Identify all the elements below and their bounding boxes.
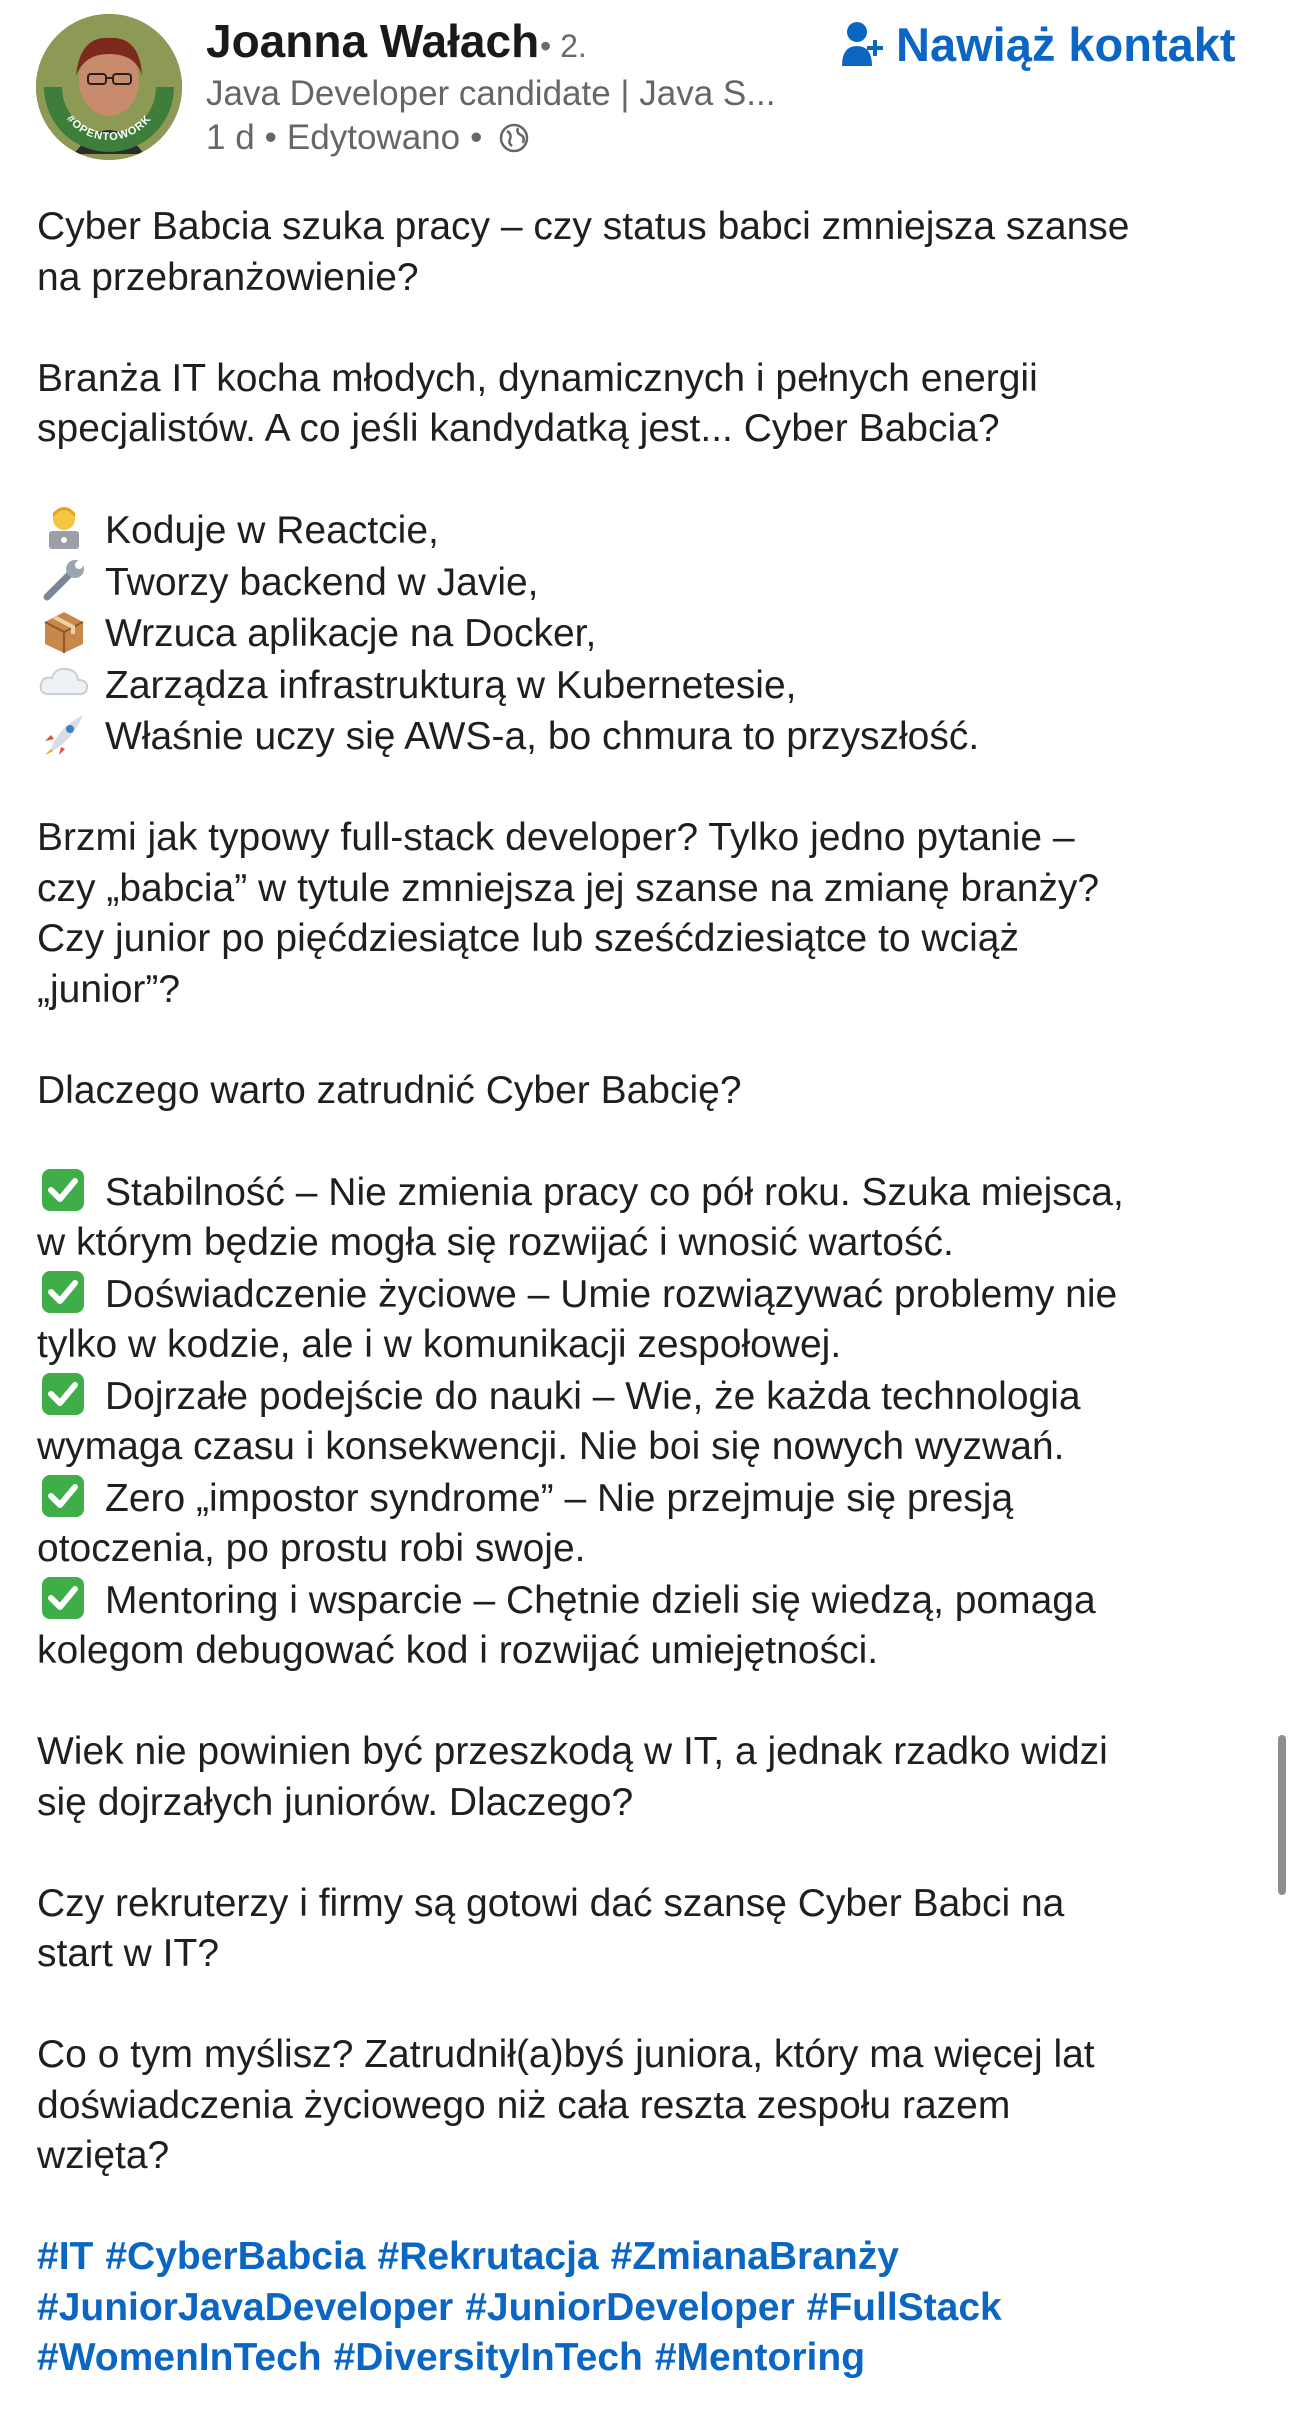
list-item (37, 505, 1267, 557)
list-item-text: Właśnie uczy się AWS-a, bo chmura to przyszłość. (105, 715, 980, 758)
post-meta (206, 118, 530, 158)
list-item-text: Tworzy backend w Javie, (105, 560, 539, 604)
hashtag-link[interactable]: #CyberBabcia (105, 2235, 366, 2278)
check-mark-icon (37, 1575, 91, 1621)
post-header (0, 0, 1290, 190)
text-line: czy „babcia” w tytule zmniejsza jej szanse na zmianę branży? (37, 866, 1100, 910)
text-line: Wiek nie powinien być przeszkodą w IT, a jednak rzadko widzi (37, 1730, 1108, 1773)
hashtag-link[interactable]: #ZmianaBranży (610, 2235, 899, 2278)
text-line: na przebranżowienie? (37, 255, 419, 299)
add-person-icon (842, 20, 886, 68)
text-line: Czy junior po pięćdziesiątce lub sześćdziesiątce to wciąż (37, 917, 1019, 960)
reasons-list (37, 1167, 1267, 1677)
skills-list (37, 505, 1267, 763)
post-time: 1 d (206, 118, 255, 157)
list-item (37, 1167, 1267, 1219)
list-item-text: Wrzuca aplikacje na Docker, (105, 612, 597, 655)
paragraph (37, 354, 1267, 455)
cloud-icon (37, 660, 91, 706)
list-item (37, 1269, 1267, 1321)
hashtag-link[interactable]: #WomenInTech (37, 2336, 322, 2379)
text-line: Brzmi jak typowy full-stack developer? Tylko jedno pytanie – (37, 816, 1075, 859)
text-line: doświadczenia życiowego niż cała reszta zespołu razem (37, 2083, 1011, 2127)
hashtag-line (37, 2333, 1267, 2384)
list-item (37, 660, 1267, 712)
hashtag-link[interactable]: #IT (37, 2235, 94, 2278)
post-text (37, 202, 1267, 2434)
hashtag-link[interactable]: #FullStack (806, 2285, 1002, 2329)
hashtag-link[interactable]: #JuniorDeveloper (465, 2285, 795, 2329)
list-item-text: Zarządza infrastrukturą w Kubernetesie, (105, 663, 797, 707)
text-line: Co o tym myślisz? Zatrudnił(a)byś juniora, który ma więcej lat (37, 2033, 1095, 2076)
wrench-icon (37, 557, 91, 603)
text-line: tylko w kodzie, ale i w komunikacji zespołowej. (37, 1323, 842, 1366)
text-line: Cyber Babcia szuka pracy – czy status babci zmniejsza szanse (37, 205, 1130, 248)
hashtag-link[interactable]: #DiversityInTech (333, 2336, 643, 2379)
text-line: start w IT? (37, 1932, 220, 1975)
list-item-text: Koduje w Reactcie, (105, 509, 439, 552)
edited-label: Edytowano (286, 118, 461, 157)
list-item (37, 1473, 1267, 1525)
rocket-icon (37, 711, 91, 757)
author-name[interactable]: Joanna Wałach (206, 15, 540, 67)
hashtag-line (37, 2283, 1267, 2334)
hashtags (37, 2232, 1267, 2384)
hashtag-link[interactable]: #Rekrutacja (377, 2235, 599, 2278)
text-line: Czy rekruterzy i firmy są gotowi dać szansę Cyber Babci na (37, 1881, 1065, 1925)
connect-button-label: Nawiąż kontakt (896, 17, 1236, 71)
list-item (37, 711, 1267, 763)
paragraph (37, 2030, 1267, 2182)
hashtag-line (37, 2232, 1267, 2283)
paragraph (37, 1066, 1267, 1117)
text-line: się dojrzałych juniorów. Dlaczego? (37, 1780, 634, 1824)
text-line: otoczenia, po prostu robi swoje. (37, 1527, 586, 1570)
text-line: Dlaczego warto zatrudnić Cyber Babcię? (37, 1068, 742, 1112)
text-line: wzięta? (37, 2134, 170, 2177)
paragraph (37, 1879, 1267, 1980)
list-item-text: Mentoring i wsparcie – Chętnie dzieli się wiedzą, pomaga (105, 1578, 1096, 1622)
connect-button[interactable] (842, 14, 1236, 74)
text-line: wymaga czasu i konsekwencji. Nie boi się nowych wyzwań. (37, 1425, 1065, 1468)
check-mark-icon (37, 1473, 91, 1519)
list-item (37, 557, 1267, 609)
text-line: „junior”? (37, 967, 181, 1011)
list-item-text: Doświadczenie życiowe – Umie rozwiązywać problemy nie (105, 1272, 1118, 1316)
list-item-text: Zero „impostor syndrome” – Nie przejmuje się presją (105, 1476, 1014, 1520)
paragraph (37, 1727, 1267, 1828)
paragraph (37, 202, 1267, 303)
separator-dot: • (470, 118, 483, 157)
avatar-image (36, 14, 182, 160)
scrollbar[interactable] (1278, 1735, 1286, 1895)
text-line: w którym będzie mogła się rozwijać i wnosić wartość. (37, 1221, 954, 1264)
list-item (37, 1575, 1267, 1627)
package-icon (37, 608, 91, 654)
separator-dot: • (264, 118, 277, 157)
text-line: specjalistów. A co jeśli kandydatką jest... Cyber Babcia? (37, 407, 1000, 450)
hashtag-link[interactable]: #Mentoring (654, 2336, 866, 2379)
author-headline[interactable]: Java Developer candidate | Java S... (206, 74, 776, 113)
text-line: Branża IT kocha młodych, dynamicznych i pełnych energii (37, 356, 1038, 400)
avatar[interactable] (36, 14, 182, 160)
list-item (37, 1371, 1267, 1423)
check-mark-icon (37, 1269, 91, 1315)
woman-technologist-icon (37, 505, 91, 551)
text-line: kolegom debugować kod i rozwijać umiejętności. (37, 1629, 879, 1672)
list-item-text: Stabilność – Nie zmienia pracy co pół roku. Szuka miejsca, (105, 1170, 1124, 1214)
list-item-text: Dojrzałe podejście do nauki – Wie, że każda technologia (105, 1374, 1081, 1418)
open-to-work-badge: #OPENTOWORK (64, 112, 154, 144)
hashtag-link[interactable]: #JuniorJavaDeveloper (37, 2285, 454, 2329)
globe-icon (498, 122, 530, 154)
check-mark-icon (37, 1371, 91, 1417)
paragraph (37, 813, 1267, 1015)
list-item (37, 608, 1267, 660)
check-mark-icon (37, 1167, 91, 1213)
connection-degree: • 2. (540, 28, 587, 64)
